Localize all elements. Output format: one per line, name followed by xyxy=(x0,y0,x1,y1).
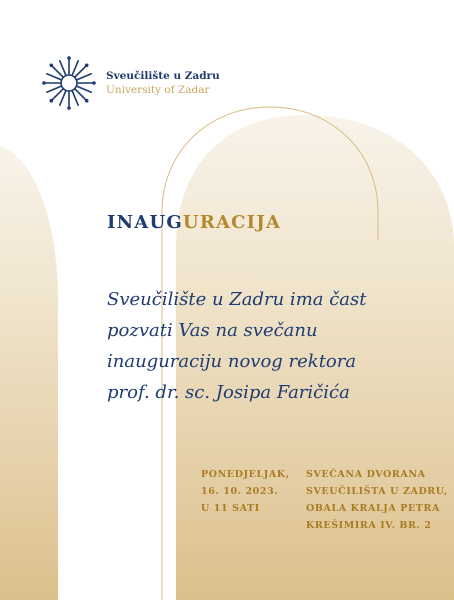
event-day: PONEDJELJAK, xyxy=(201,469,290,480)
event-time: U 11 SATI xyxy=(201,503,260,514)
university-emblem-icon xyxy=(42,56,96,110)
venue-line: OBALA KRALJA PETRA xyxy=(306,503,440,514)
university-logo xyxy=(42,56,220,110)
invitation-line: inauguraciju novog rektora xyxy=(107,351,357,372)
venue-line: KREŠIMIRA IV. BR. 2 xyxy=(306,520,432,531)
title-part-2: URACIJA xyxy=(182,212,282,233)
invitation-line: Sveučilište u Zadru ima čast xyxy=(107,289,367,310)
invitation-text xyxy=(107,284,367,408)
event-venue xyxy=(306,466,448,534)
event-date-time xyxy=(201,466,290,517)
logo-name-croatian: Sveučilište u Zadru xyxy=(106,70,220,82)
venue-line: SVEČANA DVORANA xyxy=(306,469,426,480)
left-arch xyxy=(0,146,58,600)
invitation-line: pozvati Vas na svečanu xyxy=(107,320,318,341)
page-title xyxy=(107,212,281,233)
venue-line: SVEUČILIŠTA U ZADRU, xyxy=(306,486,448,497)
title-part-1: INAUG xyxy=(107,212,183,233)
logo-name-english: University of Zadar xyxy=(106,84,210,96)
invitation-line: prof. dr. sc. Josipa Faričića xyxy=(107,382,350,403)
event-date: 16. 10. 2023. xyxy=(201,486,279,497)
